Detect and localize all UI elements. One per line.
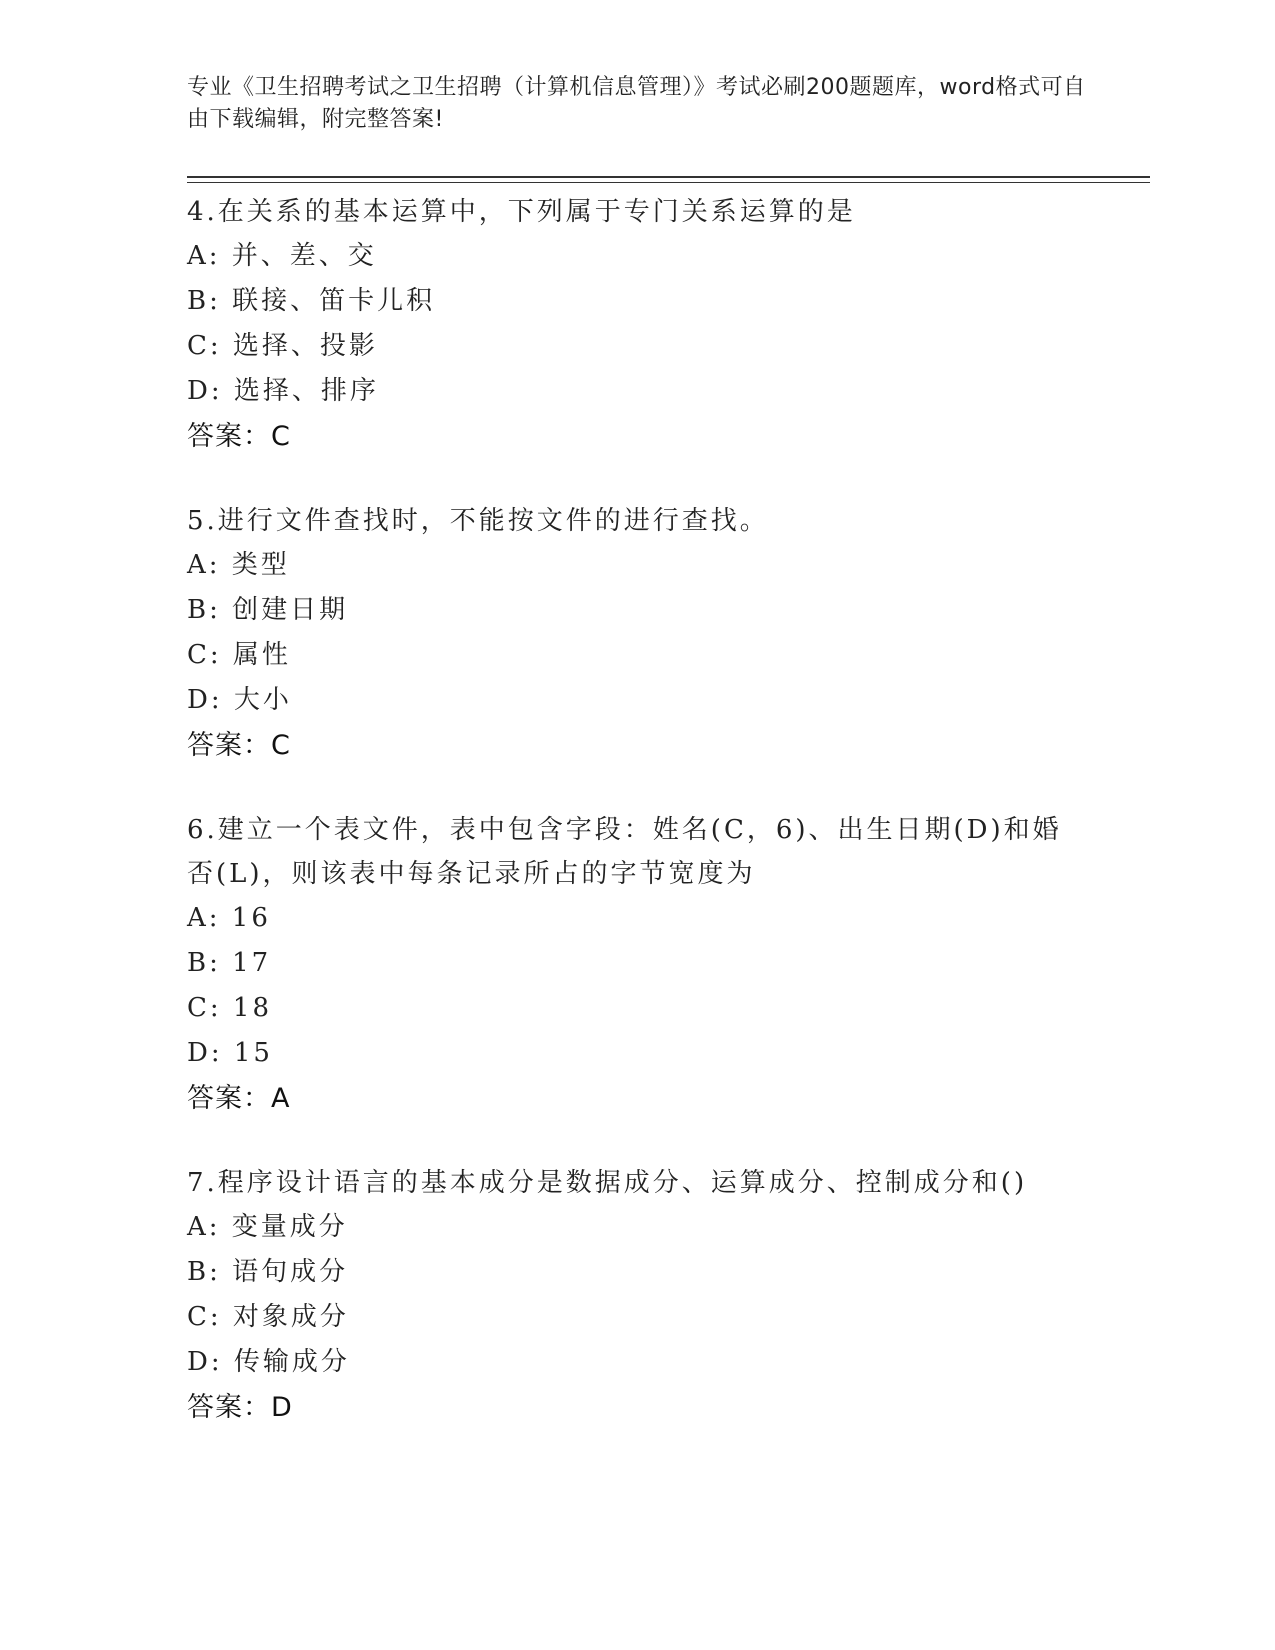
answer-line <box>187 1076 1087 1121</box>
answer-line <box>187 723 1087 768</box>
answer-line <box>187 1385 1087 1430</box>
answer-value: C <box>271 421 291 452</box>
question-stem: 4.在关系的基本运算中，下列属于专门关系运算的是 <box>187 197 856 227</box>
option-a: A: 并、差、交 <box>187 241 377 271</box>
header-rule-thin <box>187 182 1150 183</box>
answer-prefix: 答案： <box>187 1083 271 1114</box>
question-block <box>187 499 1087 768</box>
option-d: D: 传输成分 <box>187 1347 350 1377</box>
question-list <box>187 190 1087 1430</box>
option-b: B: 创建日期 <box>187 595 349 625</box>
option-d: D: 大小 <box>187 685 292 715</box>
option-d: D: 选择、排序 <box>187 376 379 406</box>
option-b: B: 17 <box>187 948 272 978</box>
answer-prefix: 答案： <box>187 421 271 452</box>
option-a: A: 16 <box>187 903 271 933</box>
answer-line <box>187 414 1087 459</box>
answer-prefix: 答案： <box>187 730 271 761</box>
option-c: C: 选择、投影 <box>187 331 378 361</box>
option-c: C: 属性 <box>187 640 291 670</box>
option-a: A: 变量成分 <box>187 1212 348 1242</box>
option-d: D: 15 <box>187 1038 273 1068</box>
question-block <box>187 190 1087 459</box>
option-b: B: 联接、笛卡儿积 <box>187 286 436 316</box>
question-stem: 5.进行文件查找时，不能按文件的进行查找。 <box>187 506 769 536</box>
option-b: B: 语句成分 <box>187 1257 349 1287</box>
question-block <box>187 1161 1087 1430</box>
question-block <box>187 808 1087 1121</box>
answer-prefix: 答案： <box>187 1392 271 1423</box>
option-a: A: 类型 <box>187 550 290 580</box>
question-stem: 6.建立一个表文件，表中包含字段：姓名(C，6)、出生日期(D)和婚否(L)，则该表中每条记录所占的字节宽度为 <box>187 815 1062 889</box>
question-stem: 7.程序设计语言的基本成分是数据成分、运算成分、控制成分和() <box>187 1168 1028 1198</box>
answer-value: A <box>271 1083 291 1114</box>
answer-value: C <box>271 730 291 761</box>
option-c: C: 18 <box>187 993 273 1023</box>
option-c: C: 对象成分 <box>187 1302 349 1332</box>
header-rule-thick <box>187 176 1150 178</box>
answer-value: D <box>271 1392 293 1423</box>
document-header: 专业《卫生招聘考试之卫生招聘（计算机信息管理）》考试必刷200题题库，word格式可自由下载编辑，附完整答案! <box>187 75 1086 132</box>
